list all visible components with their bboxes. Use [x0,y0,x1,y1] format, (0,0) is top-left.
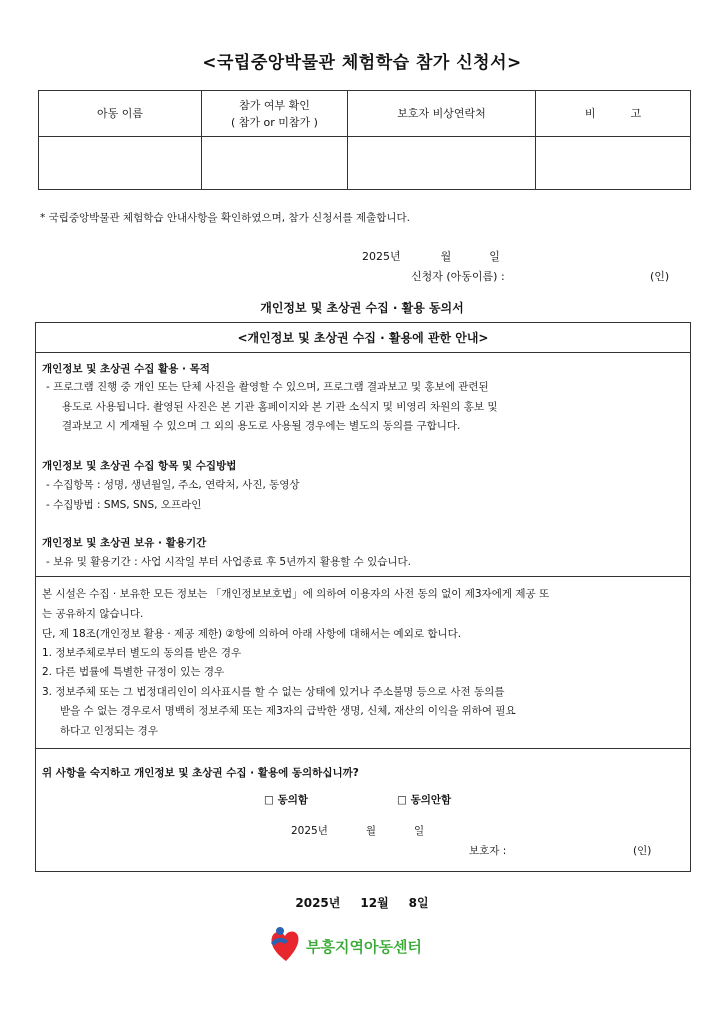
cell-child-name[interactable] [39,137,202,190]
third-party-line: 3. 정보주체 또는 그 법정대리인이 의사표시를 할 수 없는 상태에 있거나 주소불명 등으로 사전 동의를 [42,686,505,698]
consent-date-month: 월 [365,825,377,837]
header-participation [202,91,348,137]
header-guardian-contact: 보호자 비상연락처 [348,91,536,137]
third-party-line: 2. 다른 법률에 특별한 규정이 있는 경우 [42,666,225,678]
retention-line: - 보유 및 활용기간 : 사업 시작일 부터 사업종료 후 5년까지 활용할 수 있습니다. [46,556,412,568]
cell-guardian-contact[interactable] [348,137,536,190]
consent-title: 개인정보 및 초상권 수집 · 활용 동의서 [260,301,464,315]
consent-box-heading: <개인정보 및 초상권 수집 · 활용에 관한 안내> [237,331,489,345]
application-date [362,248,500,264]
agree-checkbox[interactable]: □ 동의함 [264,794,309,806]
guardian-label: 보호자 : [469,845,507,857]
application-date-year: 2025년 [362,250,401,263]
guardian-seal: (인) [633,845,652,857]
third-party-line: 단, 제 18조(개인정보 활용 · 제공 제한) ②항에 의하여 아래 사항에 대해서는 예외로 합니다. [42,628,462,640]
application-date-month: 월 [440,250,452,263]
confirmation-notice: * 국립중앙박물관 체험학습 안내사항을 확인하였으며, 참가 신청서를 제출합니다. [40,212,411,224]
final-date [0,894,724,911]
purpose-line: - 프로그램 진행 중 개인 또는 단체 사진을 촬영할 수 있으며, 프로그램 결과보고 및 홍보에 관련된 [46,381,489,393]
final-date-month: 12월 [360,896,389,910]
items-line: - 수집방법 : SMS, SNS, 오프라인 [46,499,202,511]
final-date-year: 2025년 [295,896,341,910]
final-date-day: 8일 [408,896,429,910]
purpose-line: 결과보고 시 게재될 수 있으며 그 외의 용도로 사용될 경우에는 별도의 동의를 구합니다. [62,420,461,432]
cell-participation[interactable] [202,137,348,190]
applicant-label: 신청자 (아동이름) : [411,270,505,283]
divider [36,576,690,577]
center-logo [268,925,463,965]
consent-question: 위 사항을 숙지하고 개인정보 및 초상권 수집 · 활용에 동의하십니까? [42,767,359,779]
applicant-seal: (인) [650,270,670,283]
application-table [38,90,691,190]
purpose-line: 용도로 사용됩니다. 촬영된 사진은 본 기관 홈페이지와 본 기관 소식지 및 비영리 차원의 홍보 및 [62,401,498,413]
page-title: <국립중앙박물관 체험학습 참가 신청서> [202,53,522,73]
purpose-heading: 개인정보 및 초상권 수집 활용 · 목적 [42,363,210,375]
third-party-line: 하다고 인정되는 경우 [60,725,158,737]
header-remarks: 비 고 [536,91,691,137]
header-participation-line1: 참가 여부 확인 [239,98,310,112]
items-line: - 수집항목 : 성명, 생년월일, 주소, 연락처, 사진, 동영상 [46,479,300,491]
retention-heading: 개인정보 및 초상권 보유 · 활용기간 [42,537,207,549]
application-table-header [39,91,691,137]
third-party-line: 받을 수 없는 경우로서 명백히 정보주체 또는 제3자의 급박한 생명, 신체, 재산의 이익을 위하여 필요 [60,705,516,717]
consent-box [35,322,691,872]
center-logo-svg [268,925,463,965]
logo-heart-icon [272,932,299,962]
divider [36,748,690,749]
third-party-line: 1. 정보주체로부터 별도의 동의를 받은 경우 [42,647,242,659]
header-participation-line2: ( 참가 or 미참가 ) [231,115,318,129]
consent-date [291,823,424,838]
consent-date-year: 2025년 [291,825,328,837]
application-table-row [39,137,691,190]
cell-remarks[interactable] [536,137,691,190]
items-heading: 개인정보 및 초상권 수집 항목 및 수집방법 [42,460,237,472]
consent-date-day: 일 [414,825,425,837]
application-date-day: 일 [489,250,500,263]
third-party-line: 는 공유하지 않습니다. [42,608,144,620]
header-child-name: 아동 이름 [39,91,202,137]
divider [36,352,690,353]
disagree-checkbox[interactable]: □ 동의안함 [397,794,452,806]
third-party-line: 본 시설은 수집 · 보유한 모든 정보는 「개인정보보호법」에 의하여 이용자의 사전 동의 없이 제3자에게 제공 또 [42,588,550,600]
logo-figure-head-icon [276,927,284,935]
logo-text: 부흥지역아동센터 [306,938,422,956]
